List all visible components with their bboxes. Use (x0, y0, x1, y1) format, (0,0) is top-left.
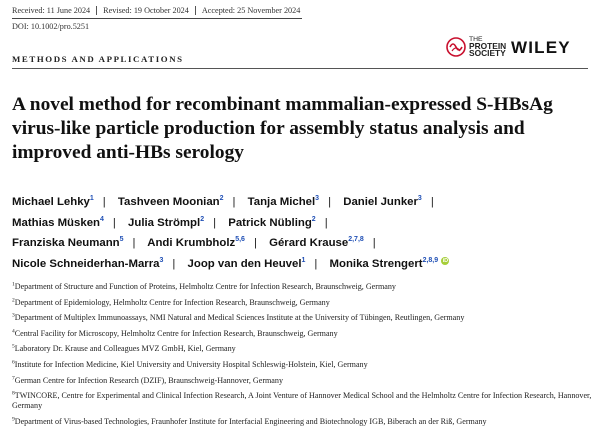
protein-society-logo (446, 36, 506, 58)
affiliation-item: $^4$Central Facility for Microscopy, Helmholtz Centre for Infection Research, Braunschweig, Germany (12, 328, 338, 338)
author[interactable]: Nicole Schneiderhan-Marra$^3$ (12, 256, 164, 270)
author[interactable]: Mathias Müsken$^4$ (12, 215, 104, 229)
author[interactable]: Joop van den Heuvel$^1$ (187, 256, 306, 270)
wiley-logo: WILEY (511, 38, 571, 57)
author[interactable]: Monika Strengert$^{2,8,9}$ (329, 256, 439, 270)
received-date: Received: 11 June 2024 (12, 6, 97, 15)
author[interactable]: Tashveen Moonian$^2$ (117, 195, 224, 208)
section-label: METHODS AND APPLICATIONS (12, 54, 184, 64)
author[interactable]: Daniel Junker$^3$ (343, 195, 422, 208)
doi[interactable]: DOI: 10.1002/pro.5251 (12, 22, 90, 31)
affiliation-item: $^3$Department of Multiplex Immunoassays, NMI Natural and Medical Sciences Institute at the University of Tübingen, Reutlingen, Germany (12, 312, 465, 323)
author-list: Michael Lehky$^1$ | Tashveen Moonian$^2$ | Tanja Michel$^3$ | Daniel Junker$^3$ | Mathias Müsken$^4$ | Julia Strömpl$^2$ | Patrick Nübling$^2$ | Franziska Neumann$^5$ | Andi Krumbholz$^{5,6}$ | Gérard Krause$^{2,7,8}$ | Nicole Schneiderhan-Marra$^3$ | Joop van den Heuvel$^1$ | Monika Strengert$^{2,8,9}$ iD (12, 195, 449, 270)
affiliation-item: $^9$Department of Virus-based Technologies, Fraunhofer Institute for Interfacial Engineering and Biotechnology IGB, Biberach an der Riß, Germany (12, 416, 487, 426)
affiliation-list (12, 282, 592, 433)
affiliation-item: $^2$Department of Epidemiology, Helmholtz Centre for Infection Research, Braunschweig, Germany (12, 296, 330, 307)
author[interactable]: Gérard Krause$^{2,7,8}$ (269, 236, 364, 250)
author[interactable]: Franziska Neumann$^5$ (12, 236, 124, 250)
affiliation-item: $^7$German Centre for Infection Research (DZIF), Braunschweig-Hannover, Germany (12, 374, 283, 385)
protein-society-line3: SOCIETY (469, 48, 506, 59)
protein-society-icon (446, 37, 466, 57)
author[interactable]: Tanja Michel$^3$ (247, 195, 320, 208)
section-divider (12, 68, 588, 69)
author[interactable]: Patrick Nübling$^2$ (228, 215, 316, 229)
dates-divider (12, 18, 302, 19)
affiliation-item: $^5$Laboratory Dr. Krause and Colleagues MVZ GmbH, Kiel, Germany (12, 343, 236, 354)
article-title: A novel method for recombinant mammalian-expressed S-HBsAg virus-like particle production for assembly status analysis and improved anti-HBs serology (12, 94, 553, 163)
protein-society-line2: PROTEIN (469, 41, 507, 52)
accepted-date: Accepted: 25 November 2024 (201, 6, 301, 15)
author[interactable]: Andi Krumbholz$^{5,6}$ (147, 236, 245, 250)
author[interactable]: Michael Lehky$^1$ (12, 195, 94, 208)
revised-date: Revised: 19 October 2024 (97, 6, 196, 15)
affiliation-item: $^6$Institute for Infection Medicine, Kiel University and University Hospital Schleswig-Holstein, Kiel, Germany (12, 359, 368, 369)
orcid-icon[interactable]: iD (442, 257, 449, 264)
author[interactable]: Julia Strömpl$^2$ (128, 215, 205, 229)
article-dates (12, 6, 306, 15)
affiliation-item: $^1$Department of Structure and Function of Proteins, Helmholtz Centre for Infection Research, Braunschweig, Germany (12, 281, 396, 291)
affiliation-item: $^8$TWINCORE, Centre for Experimental and Clinical Infection Research, A Joint Venture of Hannover Medical School and the Helmholtz Centre for Infection Research, Hannover, Germany (12, 390, 592, 411)
protein-society-line1: THE (469, 36, 483, 43)
